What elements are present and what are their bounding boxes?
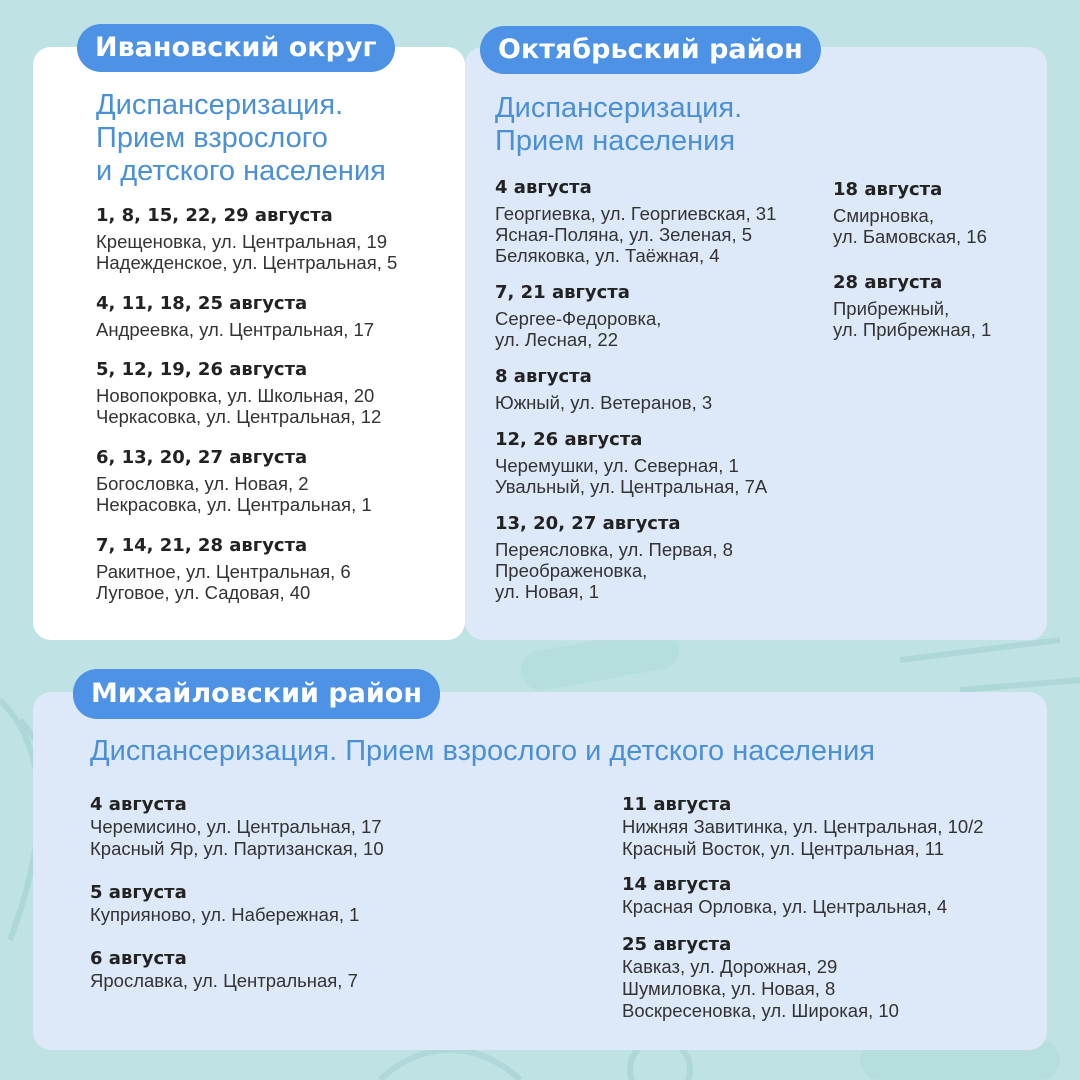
oktyabrsky-schedule-group: [495, 176, 776, 266]
address-line: Надежденское, ул. Центральная, 5: [96, 252, 398, 273]
address-line: Новопокровка, ул. Школьная, 20: [96, 385, 375, 406]
mikhaylovsky-schedule-group: [622, 933, 899, 1022]
oktyabrsky-schedule-group: [495, 365, 712, 413]
oktyabrsky-subtitle: Диспансеризация. Прием населения: [495, 92, 743, 157]
schedule-date: 5 августа: [90, 882, 187, 903]
oktyabrsky-schedule-group: [495, 512, 733, 602]
schedule-date: 11 августа: [622, 794, 732, 815]
address-line: Куприяново, ул. Набережная, 1: [90, 904, 360, 925]
ivanovsky-schedule-group: [96, 534, 351, 603]
address-line: Луговое, ул. Садовая, 40: [96, 582, 311, 603]
oktyabrsky-schedule-group: [833, 178, 987, 247]
address-line: Богословка, ул. Новая, 2: [96, 473, 309, 494]
schedule-date: 18 августа: [833, 179, 943, 200]
address-line: Переясловка, ул. Первая, 8: [495, 539, 733, 560]
oktyabrsky-district-badge: Октябрьский район: [480, 26, 821, 74]
ivanovsky-schedule-group: [96, 204, 397, 273]
address-line: Преображеновка,: [495, 560, 648, 581]
address-line: Ярославка, ул. Центральная, 7: [90, 970, 358, 991]
address-line: Увальный, ул. Центральная, 7А: [495, 476, 768, 497]
address-line: Черемушки, ул. Северная, 1: [495, 455, 739, 476]
address-line: ул. Лесная, 22: [495, 329, 618, 350]
address-line: Кавказ, ул. Дорожная, 29: [622, 956, 838, 977]
address-line: Черемисино, ул. Центральная, 17: [90, 816, 382, 837]
address-line: ул. Прибрежная, 1: [833, 319, 992, 340]
mikhaylovsky-subtitle: Диспансеризация. Прием взрослого и детского населения: [90, 735, 875, 767]
mikhaylovsky-district-badge: Михайловский район: [73, 669, 440, 719]
address-line: Смирновка,: [833, 205, 934, 226]
mikhaylovsky-schedule-group: [90, 793, 384, 860]
address-line: Георгиевка, ул. Георгиевская, 31: [495, 203, 777, 224]
address-line: Ясная-Поляна, ул. Зеленая, 5: [495, 224, 753, 245]
schedule-date: 13, 20, 27 августа: [495, 513, 681, 534]
schedule-date: 25 августа: [622, 934, 732, 955]
address-line: Нижняя Завитинка, ул. Центральная, 10/2: [622, 816, 984, 837]
schedule-date: 14 августа: [622, 874, 732, 895]
address-line: Андреевка, ул. Центральная, 17: [96, 319, 375, 340]
ivanovsky-schedule-group: [96, 292, 374, 340]
ivanovsky-schedule-group: [96, 446, 372, 515]
mikhaylovsky-schedule-group: [622, 873, 947, 918]
oktyabrsky-schedule-group: [833, 271, 991, 340]
address-line: Беляковка, ул. Таёжная, 4: [495, 245, 720, 266]
address-line: Крещеновка, ул. Центральная, 19: [96, 231, 388, 252]
address-line: Некрасовка, ул. Центральная, 1: [96, 494, 372, 515]
schedule-date: 8 августа: [495, 366, 592, 387]
ivanovsky-subtitle: Диспансеризация. Прием взрослого и детского населения: [96, 89, 386, 187]
schedule-date: 28 августа: [833, 272, 943, 293]
schedule-date: 6, 13, 20, 27 августа: [96, 447, 308, 468]
address-line: Красный Восток, ул. Центральная, 11: [622, 838, 944, 859]
schedule-date: 12, 26 августа: [495, 429, 643, 450]
oktyabrsky-schedule-group: [495, 281, 661, 350]
address-line: Прибрежный,: [833, 298, 950, 319]
address-line: Южный, ул. Ветеранов, 3: [495, 392, 713, 413]
schedule-date: 4 августа: [495, 177, 592, 198]
schedule-date: 1, 8, 15, 22, 29 августа: [96, 205, 333, 226]
schedule-date: 6 августа: [90, 948, 187, 969]
mikhaylovsky-schedule-group: [622, 793, 984, 860]
schedule-date: 4, 11, 18, 25 августа: [96, 293, 308, 314]
ivanovsky-schedule-group: [96, 358, 381, 427]
schedule-date: 4 августа: [90, 794, 187, 815]
address-line: Ракитное, ул. Центральная, 6: [96, 561, 351, 582]
address-line: ул. Бамовская, 16: [833, 226, 987, 247]
schedule-date: 5, 12, 19, 26 августа: [96, 359, 308, 380]
address-line: Воскресеновка, ул. Широкая, 10: [622, 1000, 899, 1021]
address-line: Красный Яр, ул. Партизанская, 10: [90, 838, 384, 859]
ivanovsky-district-badge: Ивановский округ: [77, 24, 395, 72]
address-line: Сергее-Федоровка,: [495, 308, 662, 329]
address-line: Шумиловка, ул. Новая, 8: [622, 978, 836, 999]
address-line: Красная Орловка, ул. Центральная, 4: [622, 896, 948, 917]
address-line: Черкасовка, ул. Центральная, 12: [96, 406, 382, 427]
schedule-date: 7, 14, 21, 28 августа: [96, 535, 308, 556]
mikhaylovsky-schedule-group: [90, 881, 359, 926]
mikhaylovsky-schedule-group: [90, 947, 358, 992]
schedule-date: 7, 21 августа: [495, 282, 630, 303]
address-line: ул. Новая, 1: [495, 581, 600, 602]
oktyabrsky-schedule-group: [495, 428, 767, 497]
